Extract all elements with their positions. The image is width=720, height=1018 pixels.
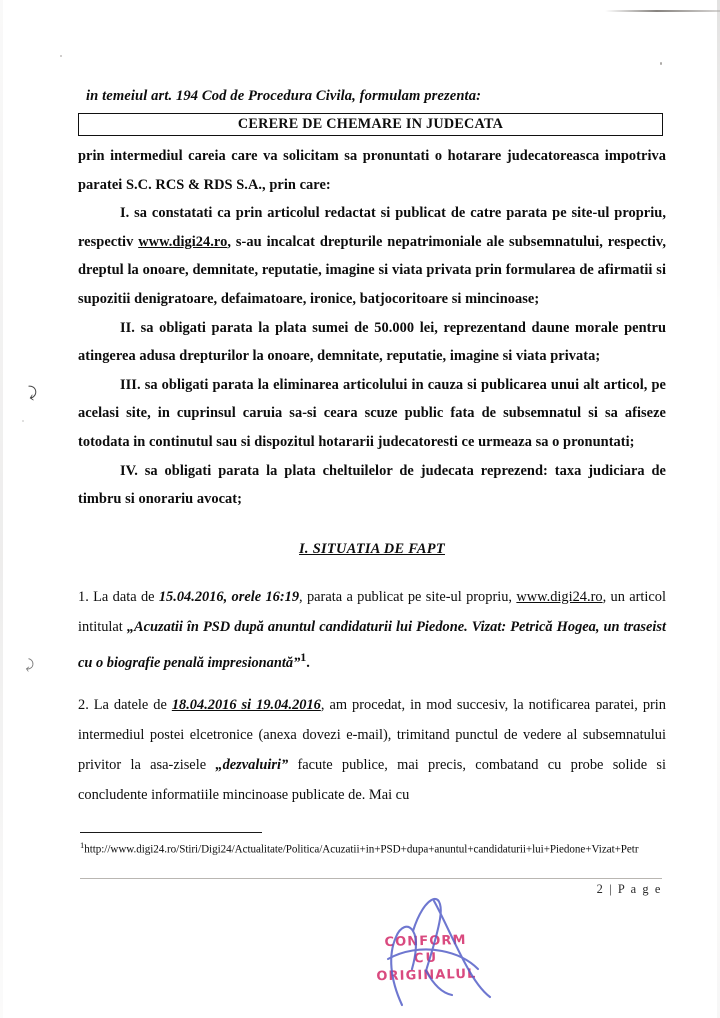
claim-i-text-after-link: , s-au incalcat drepturile nepatrimoniale ale subsemnatului, respectiv, dreptul la onoare, demnitate, reputatie, imagine si viata privata prin formularea de afirmatii si supozitii denigratoare, defaimatoare, ironice, batjocoritoare si mincinoase;: [78, 233, 666, 307]
conform-cu-originalul-stamp: [355, 931, 496, 986]
section-heading-situatia-de-fapt: I. SITUATIA DE FAPT: [299, 540, 445, 557]
document-title: CERERE DE CHEMARE IN JUDECATA: [237, 116, 504, 132]
footnote-url[interactable]: http://www.digi24.ro/Stiri/Digi24/Actualitate/Politica/Acuzatii+in+PSD+dupa+anuntul+candidaturii+lui+Piedone+Vizat+Petr: [84, 843, 639, 856]
claim-item-iv: IV. sa obligati parata la plata cheltuilelor de judecata reprezend: taxa judiciara de timbru si onorariu avocat;: [78, 462, 666, 508]
stamp-line-2: CU: [413, 950, 439, 967]
scan-edge-artifact-left: [0, 0, 3, 1018]
digi24-link-fact-1[interactable]: www.digi24.ro: [516, 588, 603, 605]
digi24-link-claim-i[interactable]: www.digi24.ro: [138, 233, 228, 250]
claim-i-text-before-link: I. sa constatati ca prin articolul redactat si publicat de catre parata pe site-ul propriu, respectiv: [78, 205, 666, 250]
certification-stamp-area: [330, 893, 560, 1008]
fact-1-date: 15.04.2016, orele 16:19: [158, 588, 300, 605]
footnote-separator-rule: [80, 832, 262, 833]
fact-1-article-title: „Acuzatii în PSD după anuntul candidaturii lui Piedone. Vizat: Petrică Hogea, un traseist cu o biografie penală impresionantă”: [78, 618, 666, 671]
claim-item-i: [78, 199, 666, 313]
fact-item-2: [78, 690, 666, 810]
fact-1-middle: , parata a publicat pe site-ul propriu,: [299, 588, 517, 605]
document-title-box: [78, 113, 663, 136]
scan-speck: [22, 420, 24, 422]
claim-item-iii: III. sa obligati parata la eliminarea articolului in cauza si publicarea unui alt articol, pe acelasi site, in cuprinsul caruia sa-si ceara scuze public fata de subsemnatul si sa afiseze totodata in continutul sau si dispozitul hotararii judecatoresti ce urmeaza sa o pronuntati;: [78, 376, 666, 450]
stamp-line-1: CONFORM: [384, 932, 467, 951]
scan-speck: [60, 55, 62, 57]
intro-line: in temeiul art. 194 Cod de Procedura Civila, formulam prezenta:: [86, 88, 482, 104]
fact-2-suffix: facute publice, mai precis, combatand cu probe solide si concludente informatiile mincinoase publicate de. Mai cu: [78, 756, 666, 803]
footer-separator-rule: [80, 878, 662, 879]
fact-2-dates: 18.04.2016 si 19.04.2016: [171, 696, 321, 713]
fact-2-quoted-term: „dezvaluiri”: [215, 756, 289, 773]
fact-2-middle: , am procedat, in mod succesiv, la notificarea paratei, prin intermediul postei elcetronice (anexa dovezi e-mail), trimitand punctul de vedere al subsemnatului privitor la asa-zisele: [78, 696, 666, 773]
fact-1-after-link: , un articol intitulat: [78, 588, 666, 635]
margin-ink-mark: ⤸: [26, 382, 39, 402]
fact-item-1: [78, 582, 666, 678]
fact-1-footnote-marker[interactable]: 1: [300, 649, 307, 664]
fact-1-prefix: 1. La data de: [78, 588, 159, 605]
spacer: [78, 678, 666, 690]
fact-1-suffix: .: [306, 654, 310, 671]
fact-2-prefix: 2. La datele de: [78, 696, 172, 713]
spacer: [78, 514, 666, 541]
stamp-line-3: ORIGINALUL: [376, 966, 477, 985]
margin-ink-mark: ⤸: [24, 657, 35, 674]
lead-paragraph: prin intermediul careia care va solicitam sa pronuntati o hotarare judecatoreasca impotriva paratei S.C. RCS & RDS S.A., prin care:: [78, 148, 666, 193]
page-number: 2 | P a g e: [596, 882, 662, 896]
footnote-entry: [80, 838, 662, 857]
spacer: [78, 558, 666, 582]
scan-edge-artifact-top: [605, 10, 720, 12]
footnote-marker: 1: [80, 840, 85, 850]
claim-item-ii: II. sa obligati parata la plata sumei de 50.000 lei, reprezentand daune morale pentru atingerea adusa drepturilor la onoare, demnitate, reputatie, imagine si viata privata;: [78, 319, 666, 365]
scan-speck: [660, 62, 662, 65]
document-body: [78, 142, 666, 810]
